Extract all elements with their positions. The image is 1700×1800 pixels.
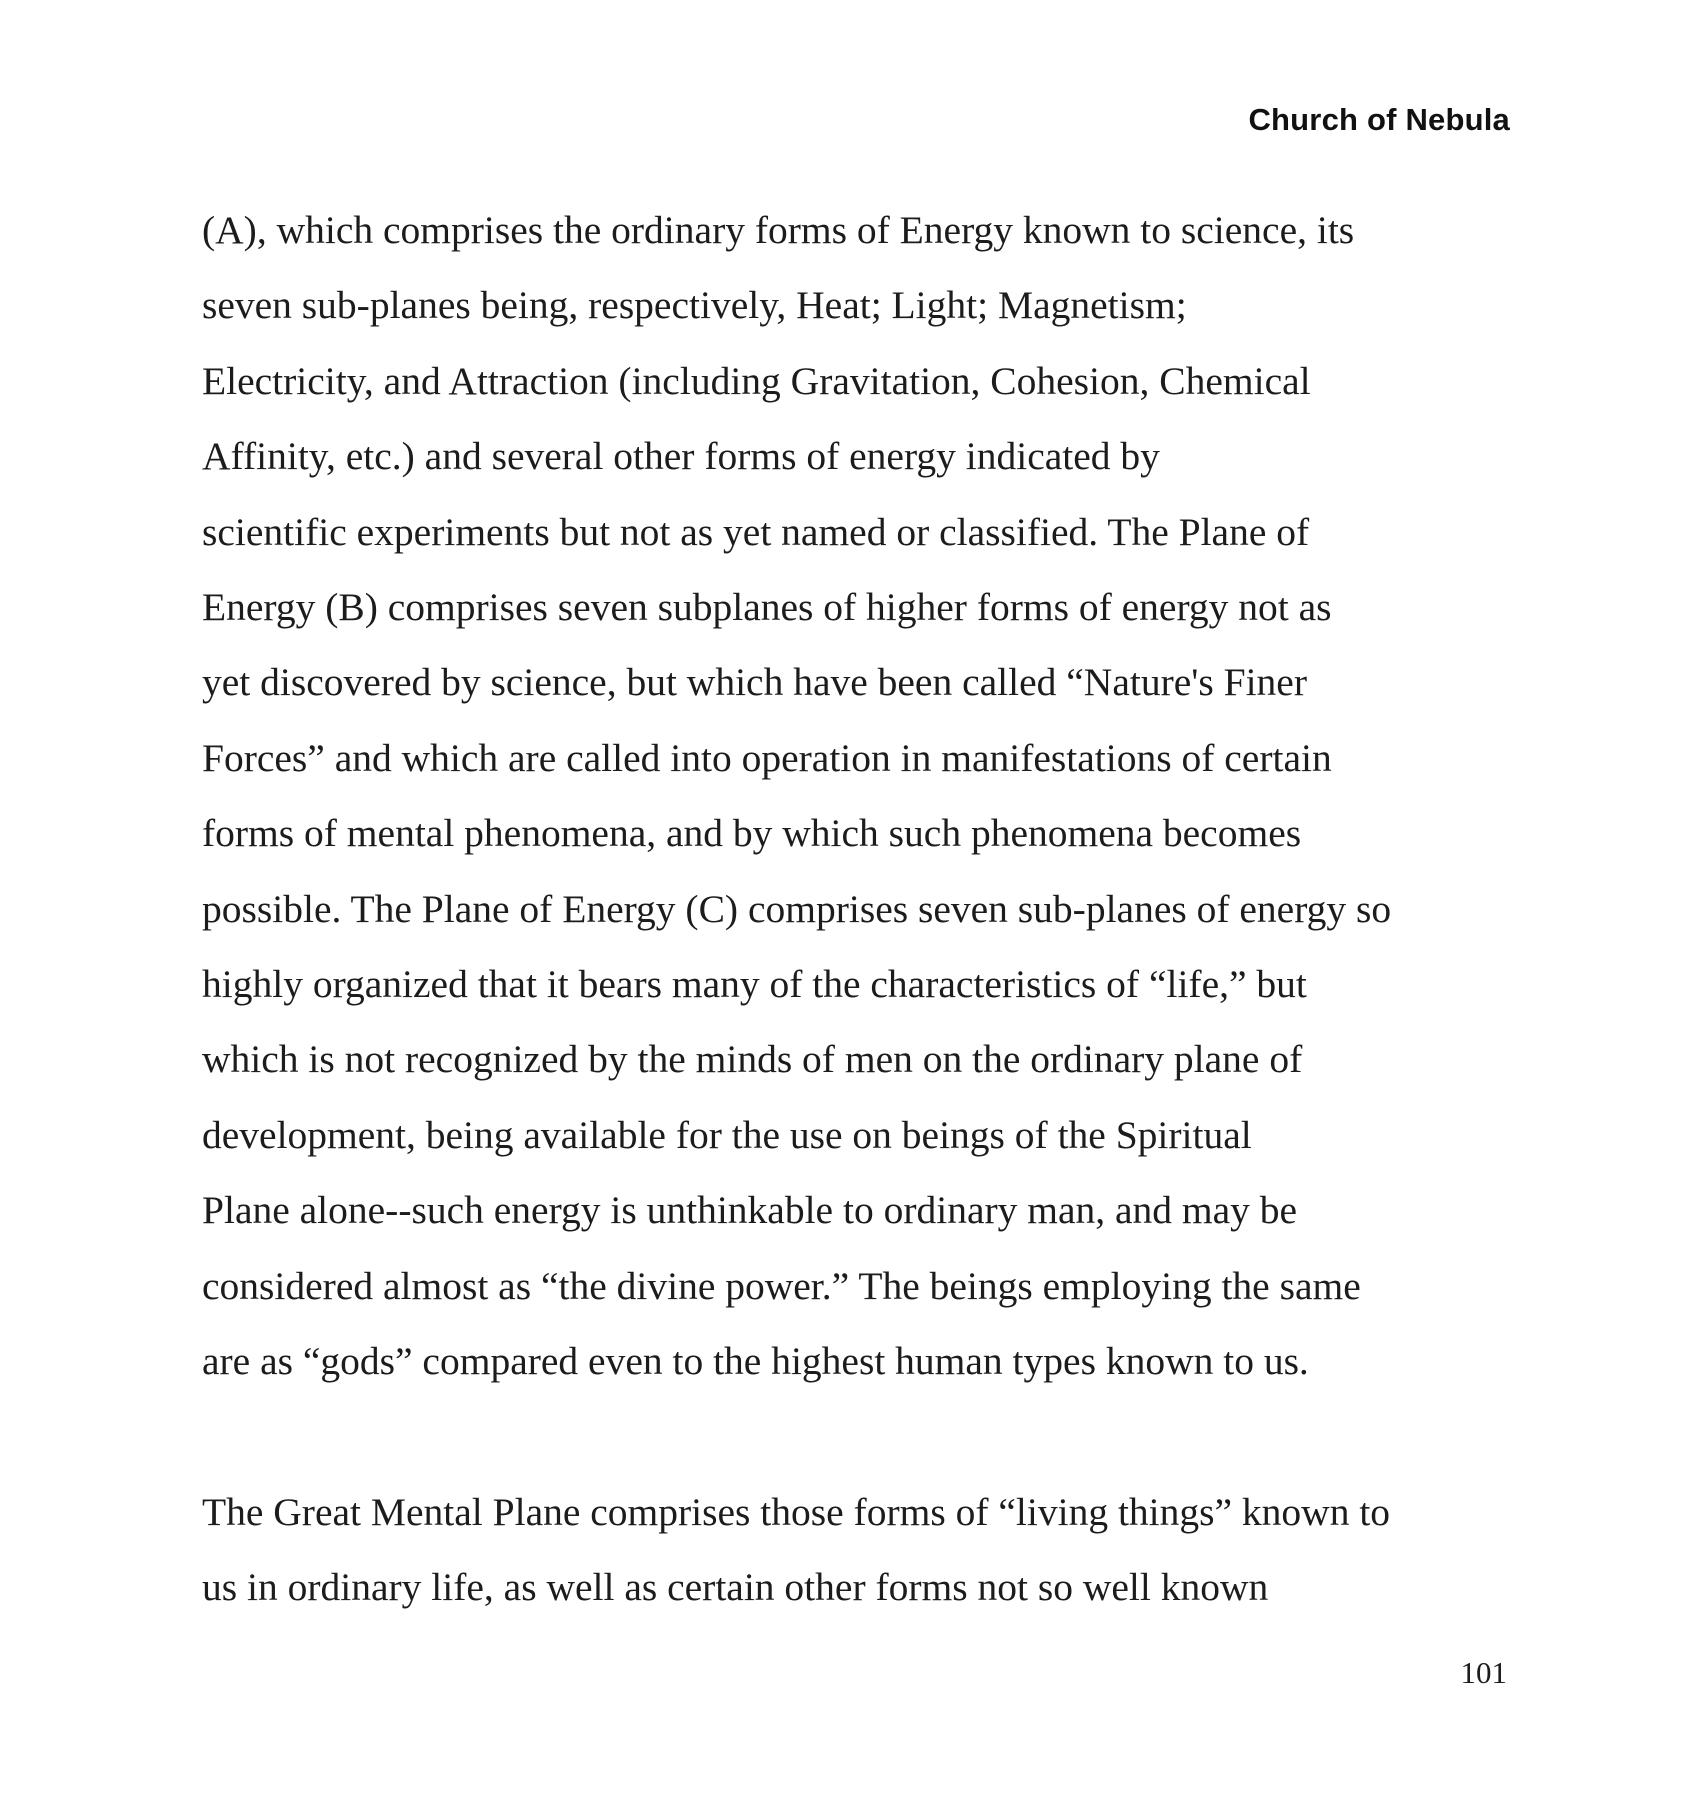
text-line: considered almost as “the divine power.” The beings employing the same: [202, 1263, 1361, 1308]
text-line: Energy (B) comprises seven subplanes of higher forms of energy not as: [202, 585, 1332, 630]
text-line: Forces” and which are called into operation in manifestations of certain: [202, 735, 1332, 780]
paragraph-spacer: [202, 1400, 1522, 1475]
text-line: us in ordinary life, as well as certain other forms not so well known: [202, 1565, 1269, 1610]
body-text: [202, 193, 1522, 1626]
text-line: forms of mental phenomena, and by which such phenomena becomes: [202, 811, 1302, 856]
text-line: possible. The Plane of Energy (C) comprises seven sub-planes of energy so: [202, 886, 1392, 931]
text-line: are as “gods” compared even to the highest human types known to us.: [202, 1339, 1309, 1384]
text-line: development, being available for the use on beings of the Spiritual: [202, 1112, 1252, 1157]
text-line: highly organized that it bears many of the characteristics of “life,” but: [202, 962, 1307, 1007]
text-line: Plane alone--such energy is unthinkable to ordinary man, and may be: [202, 1188, 1298, 1233]
text-line: The Great Mental Plane comprises those forms of “living things” known to: [202, 1489, 1391, 1534]
text-line: Affinity, etc.) and several other forms of energy indicated by: [202, 434, 1160, 479]
text-line: yet discovered by science, but which have been called “Nature's Finer: [202, 660, 1307, 705]
text-line: scientific experiments but not as yet named or classified. The Plane of: [202, 509, 1310, 554]
paragraph: [202, 1475, 1522, 1626]
text-line: seven sub-planes being, respectively, Heat; Light; Magnetism;: [202, 283, 1187, 328]
text-line: Electricity, and Attraction (including Gravitation, Cohesion, Chemical: [202, 358, 1311, 403]
text-line: (A), which comprises the ordinary forms of Energy known to science, its: [202, 208, 1355, 252]
page-number: 101: [1460, 1655, 1507, 1690]
paragraph: [202, 193, 1522, 1400]
text-line: which is not recognized by the minds of men on the ordinary plane of: [202, 1037, 1303, 1082]
running-header: Church of Nebula: [1248, 102, 1510, 137]
